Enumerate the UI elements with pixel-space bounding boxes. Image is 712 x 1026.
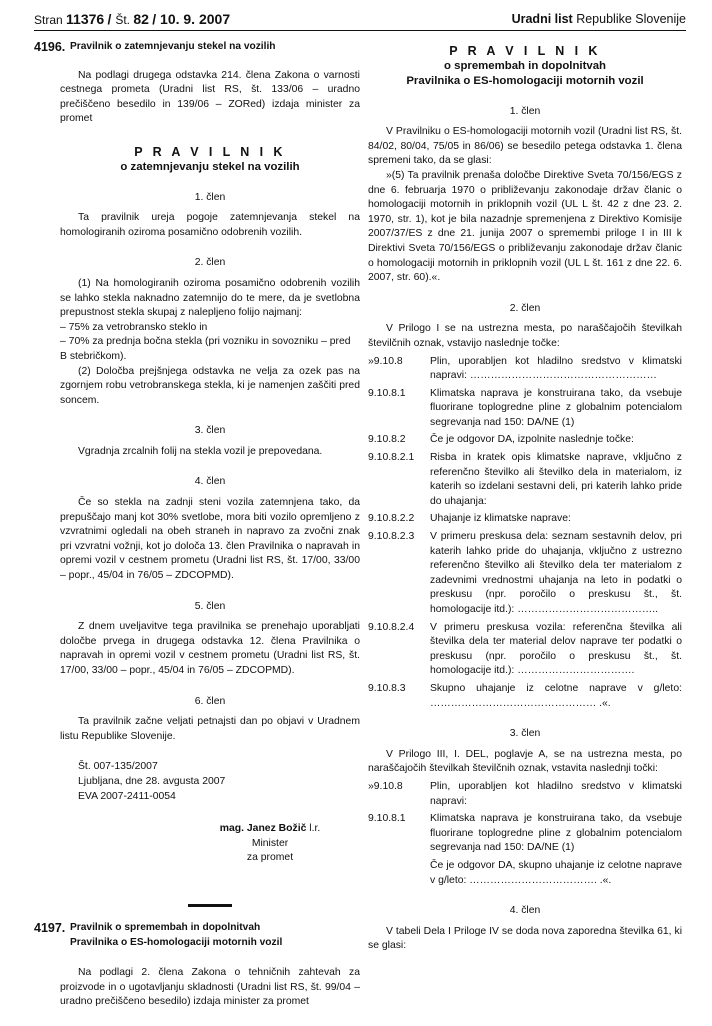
clen-text: Vgradnja zrcalnih folij na stekla vozil je prepovedana. (78, 445, 323, 457)
header-date: 10. 9. 2007 (160, 11, 231, 27)
clen-text: V Prilogo III, I. DEL, poglavje A, se na ustrezna mesta, po naraščajočih številkah številčnih oznak, vstavita naslednji točki: (368, 748, 682, 775)
pravilnik-subtitle: Pravilnika o ES-homologaciji motornih vozil (406, 74, 644, 87)
point-row (368, 355, 682, 384)
points-list (368, 355, 682, 712)
point-number: 9.10.8.3 (368, 682, 406, 694)
point-row (368, 812, 682, 856)
signature-role: za promet (246, 852, 294, 864)
right-column (368, 40, 682, 954)
header-left: Stran 11376 / Št. 82 / 10. 9. 2007 (34, 11, 231, 27)
reference-eva: EVA 2007-2411-0054 (78, 790, 176, 802)
act-4196-heading (34, 40, 360, 55)
point-number: 9.10.8.2.1 (368, 452, 415, 464)
point-number: »9.10.8 (368, 780, 403, 792)
signature-suffix: l.r. (306, 823, 321, 835)
point-row (368, 387, 682, 431)
clen-text: Z dnem uveljavitve tega pravilnika se prenehajo uporabljati določbe prvega in drugega odstavka 12. člena Pravilnika o napravah in opremi vozil v cestnem prometu (Uradni list RS, št. 17/00, 33/00 – popr., 45/04 in 76/05 – ZDCOPMD). (60, 621, 360, 676)
signature-block (180, 822, 360, 866)
point-row (368, 433, 682, 448)
signature-name: mag. Janez Božič (219, 823, 307, 835)
act-number: 4196. (34, 40, 66, 54)
clen-heading: 5. člen (194, 600, 226, 612)
clen-text: Ta pravilnik začne veljati petnajsti dan po objavi v Uradnem listu Republike Slovenije. (60, 716, 360, 742)
act-title: Pravilnik o spremembah in dopolnitvah (70, 921, 261, 933)
point-text: Plin, uporabljen kot hladilno sredstvo v klimatski napravi: (430, 780, 682, 807)
point-row (368, 682, 682, 711)
reference-place-date: Ljubljana, dne 28. avgusta 2007 (78, 775, 226, 787)
point-number: 9.10.8.2.3 (368, 531, 415, 543)
point-row (368, 451, 682, 509)
point-number: 9.10.8.2 (368, 434, 406, 446)
clen-heading: 2. člen (194, 257, 226, 269)
point-text: Risba in kratek opis klimatske naprave, vključno z referenčno številko ali številko dela in materialom, iz katerih so izdelani sestavni deli, pri katerih lahko pride do uhajanja: (430, 452, 682, 507)
point-text: Plin, uporabljen kot hladilno sredstvo v klimatski napravi: ……………………………………………… (430, 355, 682, 382)
point-row (368, 530, 682, 618)
point-text: V primeru preskusa dela: seznam sestavnih delov, pri katerih lahko pride do uhajanja, vključno z ustrezno referenčno številko ali številko dela ter materialom z zadevnimi vrednostmi uhajanja na leto in podatki o preskusu (npr. poročilo o preskusu št., št. homologacije itd.): ………………………………….. (430, 531, 682, 615)
signature-role: Minister (251, 837, 289, 849)
pravilnik-heading: P R A V I L N I K (449, 44, 601, 58)
point-text: Uhajanje iz klimatske naprave: (430, 513, 571, 525)
point-number: 9.10.8.1 (368, 387, 406, 399)
clen-text: (1) Na homologiranih oziroma posamično odobrenih vozilih se lahko stekla naknadno zatemnijo do te mere, da je svetlobna prepustnost stekla skupaj z nalepljeno folijo najmanj: (60, 277, 360, 319)
section-divider (188, 904, 232, 907)
point-number (368, 859, 430, 888)
clen-heading: 2. člen (509, 302, 541, 314)
point-text: Klimatska naprava je konstruirana tako, da vsebuje fluorirane toplogredne pline z globalnim potencialom segrevanja nad 150: DA/NE (1) (430, 387, 682, 428)
clen-text: Ta pravilnik ureja pogoje zatemnjevanja stekel na homologiranih oziroma posamično odobrenih vozilih. (60, 212, 360, 238)
act-intro: Na podlagi drugega odstavka 214. člena Zakona o varnosti cestnega prometa (Uradni list RS, št. 133/06 – uradno prečiščeno besedilo in 139/06 – ZORed) izdaja minister za promet (60, 69, 360, 125)
point-number: »9.10.8 (368, 355, 403, 367)
header-journal-rest: Republike Slovenije (576, 12, 686, 26)
act-number: 4197. (34, 920, 66, 935)
point-text: Če je odgovor DA, skupno uhajanje iz celotne naprave v g/leto: ………………………………. .«. (430, 859, 682, 886)
point-number: 9.10.8.2.2 (368, 513, 415, 525)
point-row (368, 859, 682, 888)
header-stran-label: Stran (34, 13, 63, 27)
list-item: – 75% za vetrobransko steklo in (60, 321, 208, 333)
page-header (34, 12, 686, 31)
point-text: Klimatska naprava je konstruirana tako, da vsebuje fluorirane toplogredne pline z globalnim potencialom segrevanja nad 150: DA/NE (1) (430, 813, 682, 854)
point-row (368, 512, 682, 527)
clen-heading: 3. člen (509, 728, 541, 740)
clen-text: Če so stekla na zadnji steni vozila zatemnjena tako, da prepuščajo manj kot 30% svetlobe, mora biti vozilo opremljeno z vzvratnimi ogledali na obeh straneh in napravo za zvočni znak pri vzvratni vožnji, kot jo določa 13. člen Pravilnika o napravah in opremi vozil v cestnem prometu (Uradni list RS, št. 17/00, 33/00 – popr., 45/04 in 76/05 – ZDCOPMD). (60, 497, 360, 582)
clen-heading: 4. člen (194, 476, 226, 488)
clen-text: »(5) Ta pravilnik prenaša določbe Direktive Sveta 70/156/EGS z dne 6. februarja 1970 o približevanju zakonodaje držav članic o homologaciji motornih in priklopnih vozil (UL L št. 42 z dne 23. 2. 1970, str. 1), kot je bila nazadnje spremenjena z Direktivo Komisije 2007/37/ES z dne 21. junija 2007 o spremembi priloge I in III k Direktivi Sveta 70/156/EGS o približevanju zakonodaje držav članic o homologaciji motornih in priklopnih vozil (UL L št. 161 z dne 22. 6. 2007, str. 60).«. (368, 169, 682, 284)
reference-block (60, 760, 360, 804)
header-issue-label: Št. (115, 13, 130, 27)
clen-heading: 6. člen (194, 695, 226, 707)
pravilnik-heading: P R A V I L N I K (134, 144, 286, 159)
act-title: Pravilnik o zatemnjevanju stekel na vozilih (70, 41, 276, 52)
clen-heading: 4. člen (509, 905, 541, 917)
pravilnik-subtitle: o spremembah in dopolnitvah (443, 59, 607, 72)
clen-text: (2) Določba prejšnjega odstavka ne velja za ozek pas na zgornjem robu vetrobranskega stekla, ki je namenjen zaščiti pred soncem. (60, 365, 360, 406)
clen-text: V Pravilniku o ES-homologaciji motornih vozil (Uradni list RS, št. 84/02, 80/04, 75/05 in 86/06) se besedilo petega odstavka 1. člena spremeni tako, da se glasi: (368, 126, 682, 167)
point-number: 9.10.8.1 (368, 813, 406, 825)
point-row (368, 621, 682, 679)
header-issue-number: 82 (133, 11, 149, 27)
clen-text: V tabeli Dela I Priloge IV se doda nova zaporedna številka 61, ki se glasi: (368, 925, 682, 952)
pravilnik-subtitle: o zatemnjevanju stekel na vozilih (120, 160, 300, 173)
point-text: V primeru preskusa vozila: referenčna številka ali številka dela ter material delov naprave ter podatki o preskusu (npr. poročilo o preskusu št., št. homologacije itd.): ……………………………. (430, 621, 682, 677)
point-number: 9.10.8.2.4 (368, 621, 415, 633)
left-column (34, 40, 360, 1010)
point-text: Če je odgovor DA, izpolnite naslednje točke: (430, 434, 634, 446)
clen-heading: 1. člen (194, 191, 226, 203)
clen-text: V Prilogo I se na ustrezna mesta, po naraščajočih številkah številčnih oznak, vstavijo naslednje točke: (368, 323, 682, 349)
act-title: Pravilnika o ES-homologaciji motornih vozil (70, 936, 283, 948)
clen-heading: 1. člen (509, 105, 541, 117)
points-list (368, 780, 682, 888)
act-4197-heading (34, 921, 360, 950)
clen-heading: 3. člen (194, 425, 226, 437)
reference-number: Št. 007-135/2007 (78, 761, 158, 773)
header-right (512, 12, 686, 27)
header-page-number: 11376 (66, 11, 105, 27)
act-intro: Na podlagi 2. člena Zakona o tehničnih zahtevah za proizvode in o ugotavljanju skladnosti (Uradni list RS, št. 99/04 – uradno prečiščeno besedilo) izdaja minister za promet (60, 967, 360, 1008)
point-row (368, 780, 682, 809)
list-item: – 70% za prednja bočna stekla (pri vozniku in sovozniku – pred B stebričkom). (60, 336, 351, 362)
header-journal-bold: Uradni list (511, 12, 573, 26)
point-text: Skupno uhajanje iz celotne naprave v g/leto: ………………………………………… .«. (430, 682, 682, 709)
